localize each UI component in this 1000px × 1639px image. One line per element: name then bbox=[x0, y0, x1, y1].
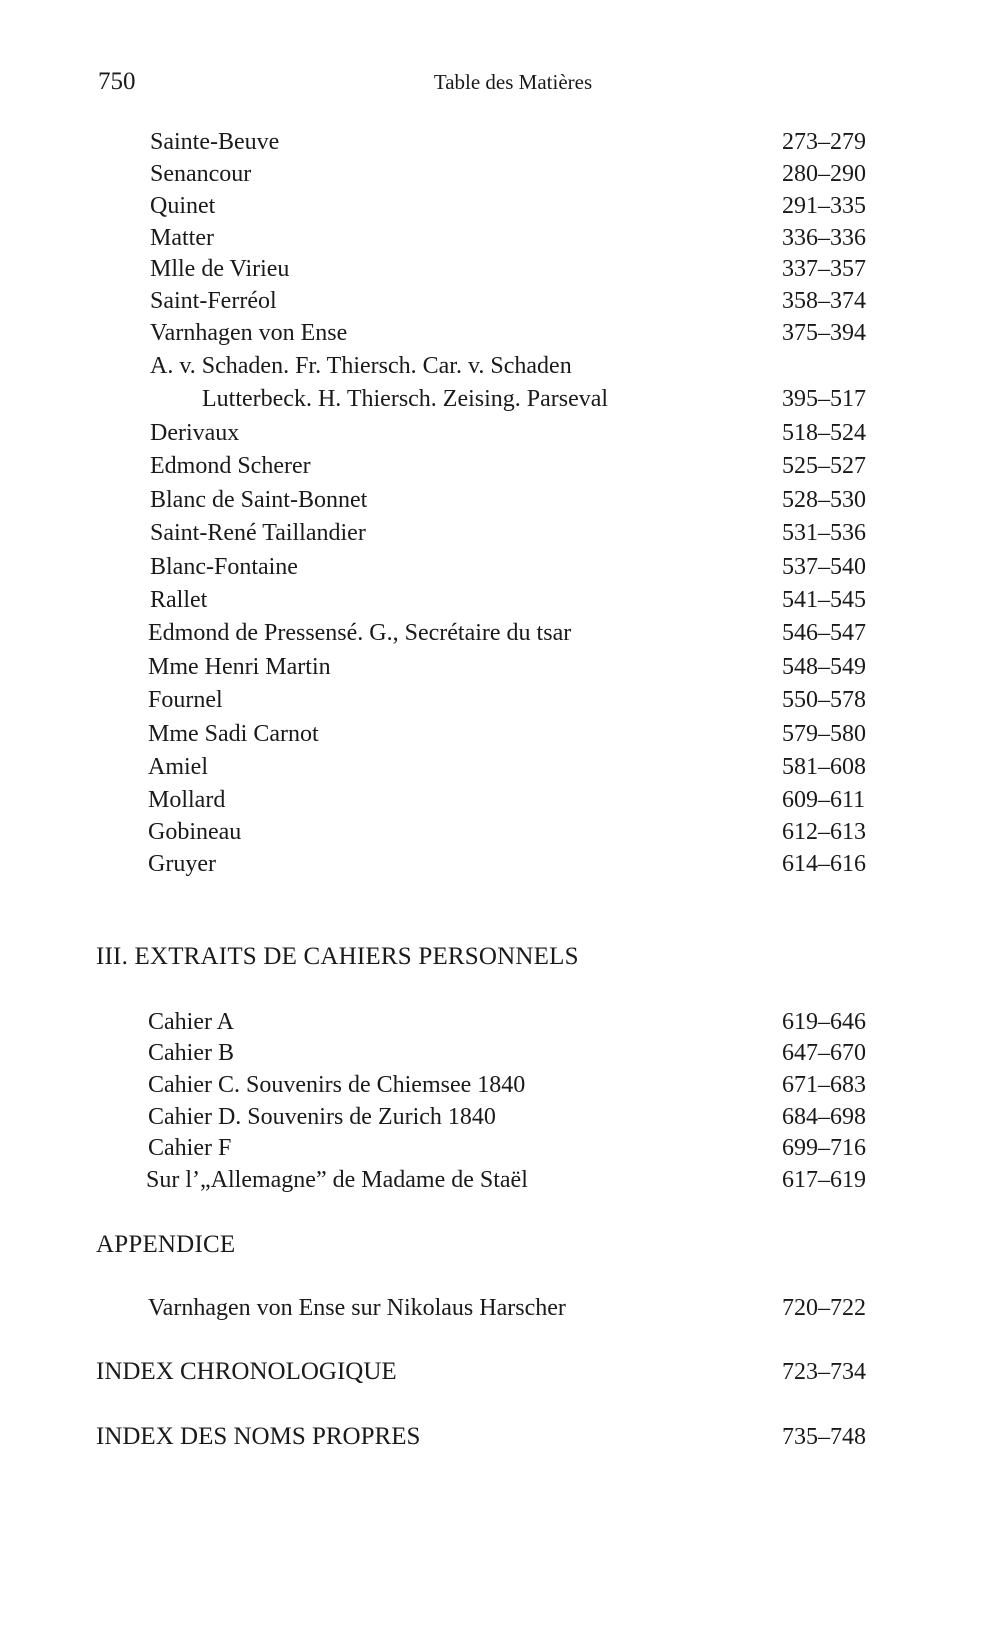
toc-entry-label: INDEX CHRONOLOGIQUE bbox=[96, 1358, 397, 1385]
toc-entry-label: Varnhagen von Ense bbox=[150, 320, 348, 346]
toc-entry-pages: 612–613 bbox=[782, 819, 866, 845]
toc-entry-label: Mme Henri Martin bbox=[148, 654, 331, 680]
toc-entry-pages: 291–335 bbox=[782, 193, 866, 219]
toc-entry-pages: 699–716 bbox=[782, 1135, 866, 1161]
toc-entry-pages: 647–670 bbox=[782, 1040, 866, 1066]
toc-entry-pages: 525–527 bbox=[782, 453, 866, 479]
toc-entry-label: Amiel bbox=[148, 754, 208, 780]
toc-entry-pages: 581–608 bbox=[782, 754, 866, 780]
toc-entry-pages: 617–619 bbox=[782, 1167, 866, 1193]
toc-entry-pages: 546–547 bbox=[782, 620, 866, 646]
toc-entry-pages: 735–748 bbox=[782, 1424, 866, 1450]
toc-entry-pages: 280–290 bbox=[782, 161, 866, 187]
toc-entry-label: INDEX DES NOMS PROPRES bbox=[96, 1423, 421, 1450]
toc-entry-pages: 273–279 bbox=[782, 129, 866, 155]
toc-entry-label: Mlle de Virieu bbox=[150, 256, 290, 282]
toc-entry-pages: 541–545 bbox=[782, 587, 866, 613]
toc-entry-pages: 614–616 bbox=[782, 851, 866, 877]
toc-entry-label: Sur l’„Allemagne” de Madame de Staël bbox=[146, 1167, 528, 1193]
toc-entry-pages: 550–578 bbox=[782, 687, 866, 713]
toc-entry-pages: 375–394 bbox=[782, 320, 866, 346]
page-number: 750 bbox=[98, 68, 136, 95]
toc-entry-pages: 358–374 bbox=[782, 288, 866, 314]
toc-entry-pages: 579–580 bbox=[782, 721, 866, 747]
toc-entry-label: Gobineau bbox=[148, 819, 242, 845]
section-heading-iii: III. EXTRAITS DE CAHIERS PERSONNELS bbox=[96, 943, 579, 970]
toc-entry-label: Sainte-Beuve bbox=[150, 129, 280, 155]
toc-entry-pages: 337–357 bbox=[782, 256, 866, 282]
toc-entry-label: Saint-Ferréol bbox=[150, 288, 277, 314]
toc-entry-label: Varnhagen von Ense sur Nikolaus Harscher bbox=[148, 1295, 566, 1321]
toc-entry-label: Edmond Scherer bbox=[150, 453, 311, 479]
toc-entry-label: Blanc-Fontaine bbox=[150, 554, 298, 580]
toc-entry-label: Rallet bbox=[150, 587, 208, 613]
toc-entry-label: Edmond de Pressensé. G., Secrétaire du tsar bbox=[148, 620, 572, 646]
toc-entry-pages: 537–540 bbox=[782, 554, 866, 580]
toc-entry-pages: 548–549 bbox=[782, 654, 866, 680]
section-heading-appendice: APPENDICE bbox=[96, 1231, 236, 1258]
toc-entry-label: Gruyer bbox=[148, 851, 216, 877]
page-header bbox=[98, 68, 928, 108]
toc-entry-label: Mme Sadi Carnot bbox=[148, 721, 319, 747]
toc-entry-label: A. v. Schaden. Fr. Thiersch. Car. v. Schaden bbox=[150, 353, 572, 379]
toc-entry-pages: 531–536 bbox=[782, 520, 866, 546]
toc-entry-pages: 671–683 bbox=[782, 1072, 866, 1098]
toc-entry-label: Blanc de Saint-Bonnet bbox=[150, 487, 368, 513]
running-title: Table des Matières bbox=[433, 70, 593, 94]
toc-entry-label: Saint-René Taillandier bbox=[150, 520, 366, 546]
toc-entry-label: Lutterbeck. H. Thiersch. Zeising. Parseval bbox=[202, 386, 609, 412]
toc-entry-label: Matter bbox=[150, 225, 214, 251]
toc-entry-pages: 723–734 bbox=[782, 1359, 866, 1385]
toc-entry-label: Quinet bbox=[150, 193, 216, 219]
toc-entry-pages: 619–646 bbox=[782, 1009, 866, 1035]
toc-entry-pages: 336–336 bbox=[782, 225, 866, 251]
toc-entry-label: Fournel bbox=[148, 687, 223, 713]
toc-entry-pages: 518–524 bbox=[782, 420, 866, 446]
toc-entry-label: Senancour bbox=[150, 161, 252, 187]
toc-entry-label: Cahier F bbox=[148, 1135, 232, 1161]
toc-entry-pages: 528–530 bbox=[782, 487, 866, 513]
toc-entry-pages: 720–722 bbox=[782, 1295, 866, 1321]
toc-entry-label: Mollard bbox=[148, 787, 226, 813]
toc-entry-pages: 395–517 bbox=[782, 386, 866, 412]
toc-entry-label: Cahier C. Souvenirs de Chiemsee 1840 bbox=[148, 1072, 526, 1098]
toc-entry-pages: 609–611 bbox=[782, 787, 866, 813]
toc-entry-label: Cahier A bbox=[148, 1009, 234, 1035]
toc-entry-label: Cahier D. Souvenirs de Zurich 1840 bbox=[148, 1104, 496, 1130]
toc-entry-pages: 684–698 bbox=[782, 1104, 866, 1130]
toc-entry-label: Derivaux bbox=[150, 420, 240, 446]
toc-entry-label: Cahier B bbox=[148, 1040, 234, 1066]
